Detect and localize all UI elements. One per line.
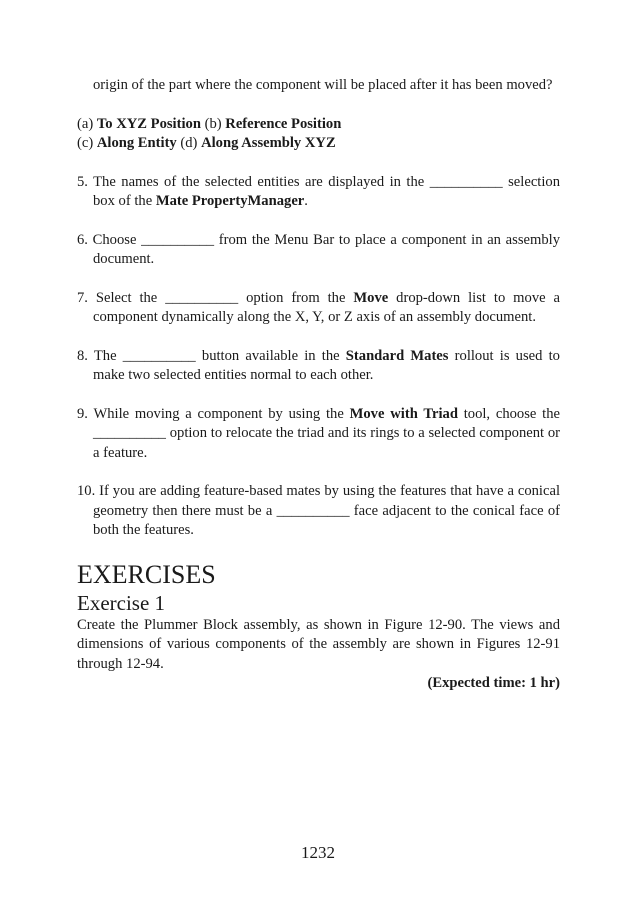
question-5-text: 5. The names of the selected entities are displayed in the __________ selection box of the: [77, 173, 560, 209]
page-number: 1232: [301, 843, 335, 862]
question-7: [77, 289, 560, 328]
question-10: 10. If you are adding feature-based mates by using the features that have a conical geometry then there must be a __________ face adjacent to the conical face of both the features.: [77, 483, 560, 538]
page-content: [77, 76, 560, 694]
question-4-continuation: origin of the part where the component will be placed after it has been moved?: [93, 77, 553, 93]
option-c-label: (c): [77, 135, 94, 151]
question-6: 6. Choose __________ from the Menu Bar to place a component in an assembly document.: [77, 231, 560, 267]
question-8-text: 8. The __________ button available in the: [77, 347, 346, 364]
option-d-label: (d): [180, 135, 198, 151]
question-8: [77, 347, 560, 386]
exercises-heading: EXERCISES: [77, 559, 216, 589]
question-8-end: rollout is used to make two selected entities normal to each other.: [93, 347, 560, 383]
option-a-label: (a): [77, 115, 94, 132]
option-c-text: Along Entity: [96, 135, 177, 151]
expected-time: [77, 674, 560, 694]
question-9-bold: Move with Triad: [349, 405, 458, 422]
question-5-end: .: [304, 193, 308, 209]
question-7-end: drop-down list to move a component dynamically along the X, Y, or Z axis of an assembly document.: [93, 289, 560, 325]
question-9-end: tool, choose the __________ option to relocate the triad and its rings to a selected component or a feature.: [93, 405, 561, 461]
question-7-text: 7. Select the __________ option from the: [77, 289, 354, 306]
question-8-bold: Standard Mates: [345, 347, 449, 364]
expected-time-text: (Expected time: 1 hr): [427, 675, 560, 691]
option-b-text: Reference Position: [225, 115, 342, 132]
question-9: [77, 405, 560, 464]
option-b-label: (b): [204, 115, 222, 132]
exercise-1-text: Create the Plummer Block assembly, as shown in Figure 12-90. The views and dimensions of various components of the assembly are shown in Figures 12-91 through 12-94.: [77, 616, 560, 672]
question-4-options-row-1: [77, 115, 560, 135]
question-5-bold: Mate PropertyManager: [155, 193, 305, 209]
question-5: [77, 173, 560, 212]
option-a-text: To XYZ Position: [96, 115, 201, 132]
option-d-text: Along Assembly XYZ: [201, 135, 336, 151]
question-9-text: 9. While moving a component by using the: [77, 405, 350, 422]
question-4-options-row-2: [77, 134, 560, 154]
exercise-1-heading: Exercise 1: [77, 590, 166, 615]
question-7-bold: Move: [353, 289, 389, 306]
